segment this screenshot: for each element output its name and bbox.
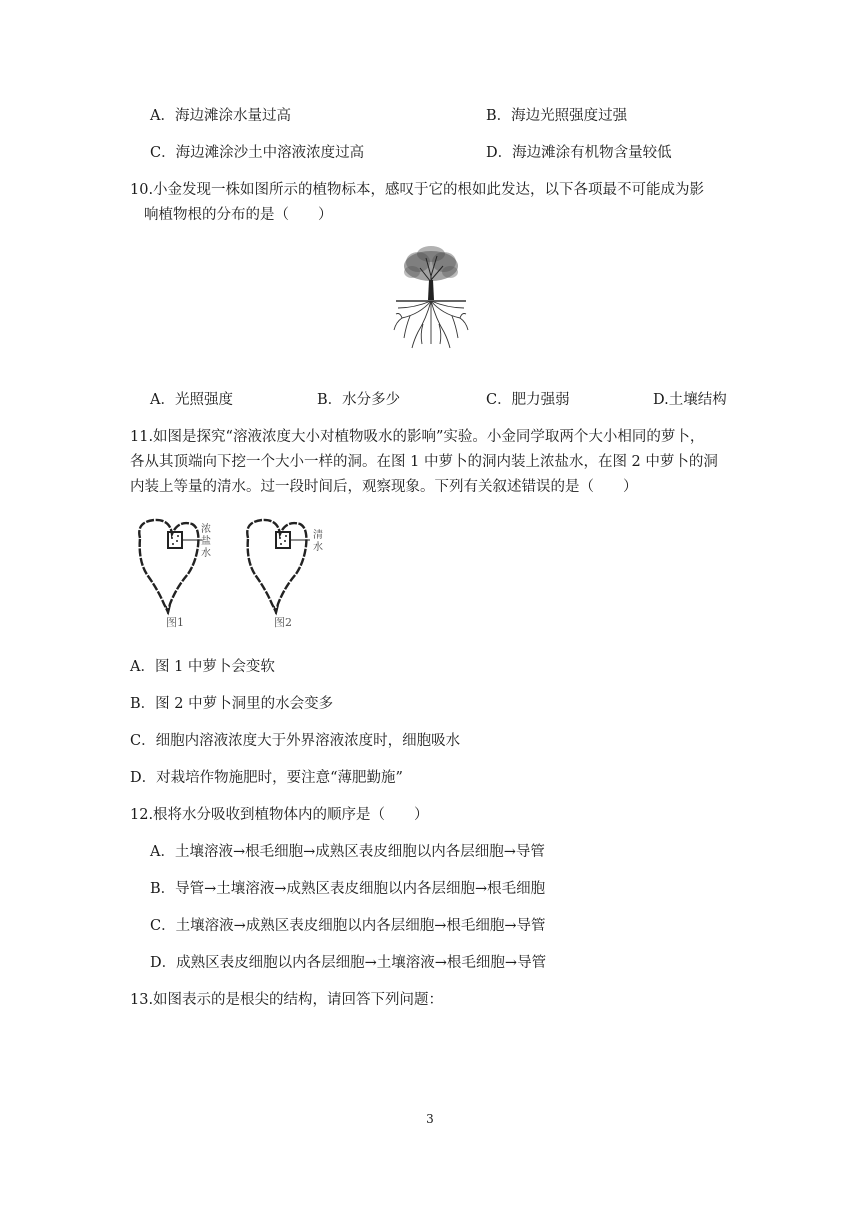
q12-option-d: D．成熟区表皮细胞以内各层细胞→土壤溶液→根毛细胞→导管 (150, 955, 547, 971)
fig1-caption: 图1 (166, 616, 184, 629)
q10-option-d: D.土壤结构 (653, 392, 727, 408)
q12-option-a: A．土壤溶液→根毛细胞→成熟区表皮细胞以内各层细胞→导管 (150, 844, 545, 860)
fig2-label-clear-water: 清水 (313, 530, 323, 553)
q9-option-d: D．海边滩涂有机物含量较低 (486, 145, 672, 161)
q10-option-b: B．水分多少 (317, 392, 401, 408)
q10-option-a: A．光照强度 (150, 392, 233, 408)
q11-option-b: B．图 2 中萝卜洞里的水会变多 (130, 696, 334, 712)
q12-option-b: B．导管→土壤溶液→成熟区表皮细胞以内各层细胞→根毛细胞 (150, 881, 546, 897)
fig2-caption: 图2 (274, 616, 292, 629)
page-number: 3 (426, 1112, 434, 1126)
fig1-label-salt-water: 浓盐水 (201, 524, 211, 559)
q9-option-a: A．海边滩涂水量过高 (150, 108, 291, 124)
tree-with-roots-figure (390, 244, 472, 352)
q10-stem-line1: 10.小金发现一株如图所示的植物标本，感叹于它的根如此发达，以下各项最不可能成为影 (130, 182, 705, 198)
q13-stem: 13.如图表示的是根尖的结构，请回答下列问题： (130, 992, 444, 1008)
q11-stem-line1: 11.如图是探究“溶液浓度大小对植物吸水的影响”实验。小金同学取两个大小相同的萝卜， (130, 429, 705, 445)
q12-stem: 12.根将水分吸收到植物体内的顺序是（ ） (130, 807, 429, 823)
q10-stem-line2: 响植物根的分布的是（ ） (144, 207, 333, 223)
q11-option-c: C．细胞内溶液浓度大于外界溶液浓度时，细胞吸水 (130, 733, 461, 749)
q11-option-d: D．对栽培作物施肥时，要注意“薄肥勤施” (130, 770, 403, 786)
q9-option-c: C．海边滩涂沙土中溶液浓度过高 (150, 145, 365, 161)
q12-option-c: C．土壤溶液→成熟区表皮细胞以内各层细胞→根毛细胞→导管 (150, 918, 546, 934)
q10-option-c: C．肥力强弱 (486, 392, 570, 408)
q11-stem-line2: 各从其顶端向下挖一个大小一样的洞。在图 1 中萝卜的洞内装上浓盐水，在图 2 中萝卜的洞 (130, 454, 718, 470)
q9-option-b: B．海边光照强度过强 (486, 108, 628, 124)
q11-option-a: A．图 1 中萝卜会变软 (130, 659, 275, 675)
q11-stem-line3: 内装上等量的清水。过一段时间后，观察现象。下列有关叙述错误的是（ ） (130, 479, 638, 495)
